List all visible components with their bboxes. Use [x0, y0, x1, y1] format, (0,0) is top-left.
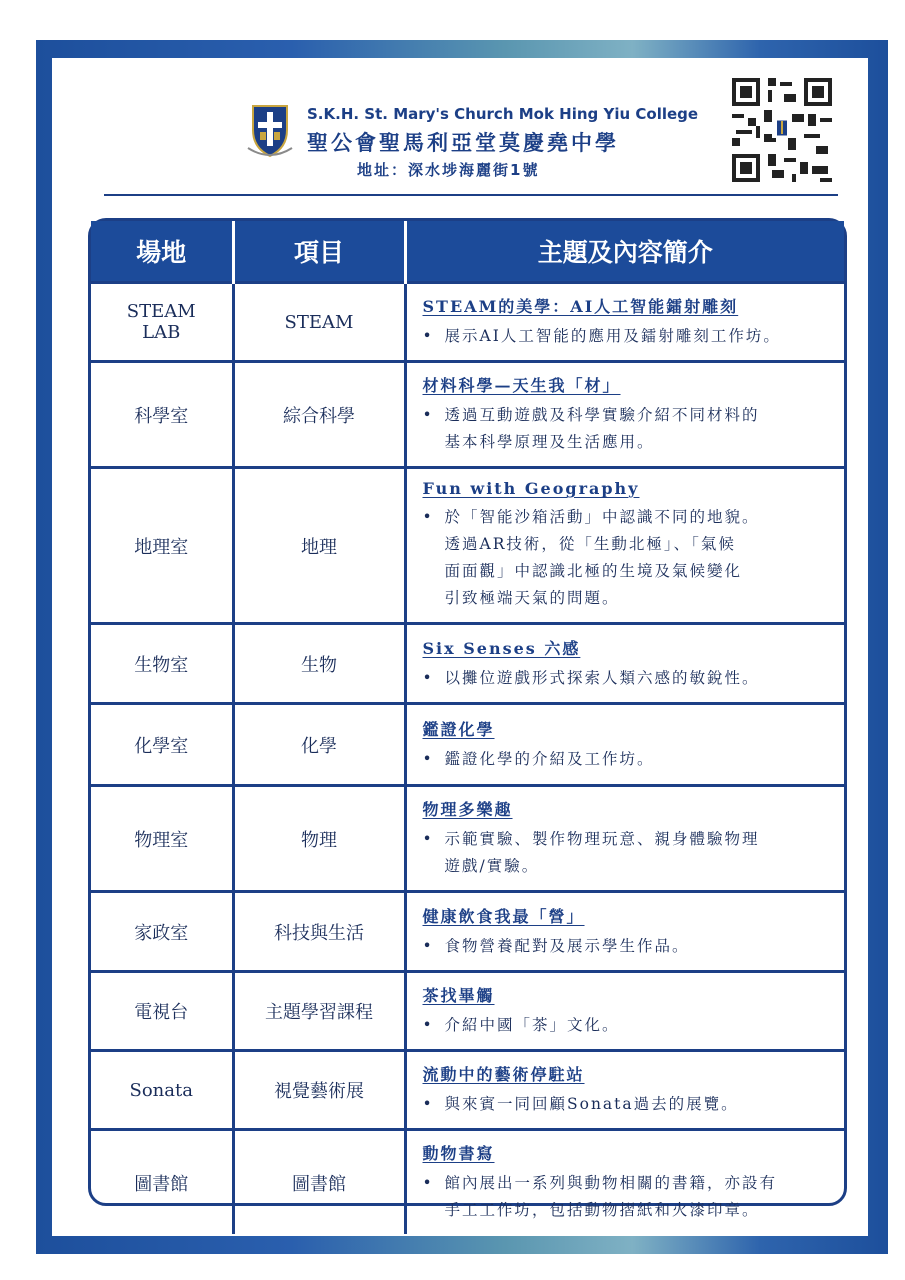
table-row [91, 892, 844, 972]
venue-cell [91, 1051, 233, 1130]
item-cell: 化學 [233, 704, 405, 786]
school-name-en: S.K.H. St. Mary's Church Mok Hing Yiu College [307, 105, 699, 123]
topic-cell [405, 624, 844, 704]
column-header-topic: 主題及內容簡介 [405, 221, 844, 283]
table-row [91, 362, 844, 468]
item-cell: 科技與生活 [233, 892, 405, 972]
item-cell: 視覺藝術展 [233, 1051, 405, 1130]
qr-code-icon[interactable] [732, 78, 832, 182]
topic-cell [405, 892, 844, 972]
item-cell: STEAM [233, 283, 405, 362]
bullet-icon: • [422, 830, 434, 848]
venue-label: 科學室 [134, 405, 189, 427]
header [52, 58, 868, 198]
item-cell: 綜合科學 [233, 362, 405, 468]
topic-cell [405, 704, 844, 786]
table-row [91, 468, 844, 624]
topic-cell [405, 1051, 844, 1130]
venue-cell [91, 1130, 233, 1235]
description-text: 於「智能沙箱活動」中認識不同的地貌。 透過AR技術，從「生動北極」、「氣候 面面觀」中認識北極的生境及氣候變化 引致極端天氣的問題。 [444, 508, 760, 607]
venue-cell [91, 892, 233, 972]
venue-label: 物理室 [134, 829, 189, 851]
bullet-icon: • [422, 1174, 434, 1192]
topic-description [423, 402, 833, 456]
venue-cell [91, 468, 233, 624]
venue-label: Sonata [129, 1079, 193, 1101]
venue-cell [91, 624, 233, 704]
table-row [91, 786, 844, 892]
item-cell: 物理 [233, 786, 405, 892]
venue-label: 生物室 [134, 654, 189, 676]
table-row [91, 972, 844, 1051]
description-text: 鑑證化學的介紹及工作坊。 [444, 749, 655, 768]
table-header-row [91, 221, 844, 283]
column-header-item: 項目 [233, 221, 405, 283]
topic-cell [405, 283, 844, 362]
topic-description [423, 746, 833, 773]
topic-cell [405, 972, 844, 1051]
topic-description [423, 504, 833, 612]
column-header-venue: 場地 [91, 221, 233, 283]
item-cell: 主題學習課程 [233, 972, 405, 1051]
topic-description [423, 323, 833, 350]
topic-cell [405, 786, 844, 892]
topic-title: Fun with Geography [422, 479, 640, 498]
topic-title: 材料科學—天生我「材」 [422, 376, 621, 395]
table-row [91, 1051, 844, 1130]
venue-cell [91, 786, 233, 892]
topic-title: 健康飲食我最「營」 [422, 906, 585, 926]
bullet-icon: • [422, 508, 434, 526]
table-row [91, 283, 844, 362]
topic-cell [405, 362, 844, 468]
bullet-icon: • [422, 749, 434, 768]
item-cell: 地理 [233, 468, 405, 624]
schedule-table [88, 218, 847, 1219]
header-divider [104, 194, 838, 196]
topic-description [423, 1012, 833, 1039]
description-text: 展示AI人工智能的應用及鐳射雕刻工作坊。 [444, 327, 781, 345]
table-row [91, 624, 844, 704]
topic-title: STEAM的美學：AI人工智能鐳射雕刻 [422, 297, 739, 316]
description-text: 介紹中國「茶」文化。 [444, 1016, 620, 1034]
venue-cell [91, 704, 233, 786]
venue-cell [91, 283, 233, 362]
venue-label: 化學室 [134, 735, 189, 757]
topic-title: 物理多樂趣 [422, 800, 513, 819]
bullet-icon: • [422, 668, 434, 687]
school-crest-icon [247, 100, 293, 160]
topic-description [423, 665, 833, 692]
item-cell: 圖書館 [233, 1130, 405, 1235]
topic-description [423, 933, 833, 960]
topic-description [423, 1170, 833, 1224]
topic-cell [405, 468, 844, 624]
topic-title: 動物書寫 [422, 1144, 495, 1163]
topic-cell [405, 1130, 844, 1235]
description-text: 以攤位遊戲形式探索人類六感的敏銳性。 [444, 668, 760, 687]
topic-title: 茶找畢觸 [422, 986, 495, 1005]
venue-cell [91, 972, 233, 1051]
topic-title: Six Senses 六感 [422, 638, 581, 658]
school-name-zh: 聖公會聖馬利亞堂莫慶堯中學 [307, 131, 619, 155]
poster [52, 58, 868, 1236]
venue-label: 圖書館 [134, 1173, 189, 1195]
description-text: 與來賓一同回顧Sonata過去的展覽。 [444, 1095, 739, 1113]
bullet-icon: • [422, 936, 434, 955]
table-row [91, 704, 844, 786]
venue-label: 地理室 [134, 536, 189, 558]
table-row [91, 1130, 844, 1235]
venue-label: STEAM LAB [126, 301, 196, 343]
description-text: 館內展出一系列與動物相關的書籍，亦設有 手工工作坊，包括動物摺紙和火漆印章。 [444, 1174, 778, 1219]
venue-cell [91, 362, 233, 468]
bullet-icon: • [422, 406, 434, 424]
venue-label: 家政室 [134, 922, 189, 944]
description-text: 示範實驗、製作物理玩意、親身體驗物理 遊戲/實驗。 [444, 830, 760, 875]
topic-description [423, 826, 833, 880]
topic-description [423, 1091, 833, 1118]
description-text: 透過互動遊戲及科學實驗介紹不同材料的 基本科學原理及生活應用。 [444, 406, 760, 451]
topic-title: 流動中的藝術停駐站 [422, 1065, 585, 1084]
topic-title: 鑑證化學 [422, 719, 495, 739]
bullet-icon: • [422, 1016, 434, 1034]
bullet-icon: • [422, 1095, 434, 1113]
description-text: 食物營養配對及展示學生作品。 [444, 936, 690, 955]
bullet-icon: • [422, 327, 434, 345]
address: 地址：深水埗海麗街1號 [357, 161, 540, 179]
item-cell: 生物 [233, 624, 405, 704]
venue-label: 電視台 [134, 1002, 189, 1023]
